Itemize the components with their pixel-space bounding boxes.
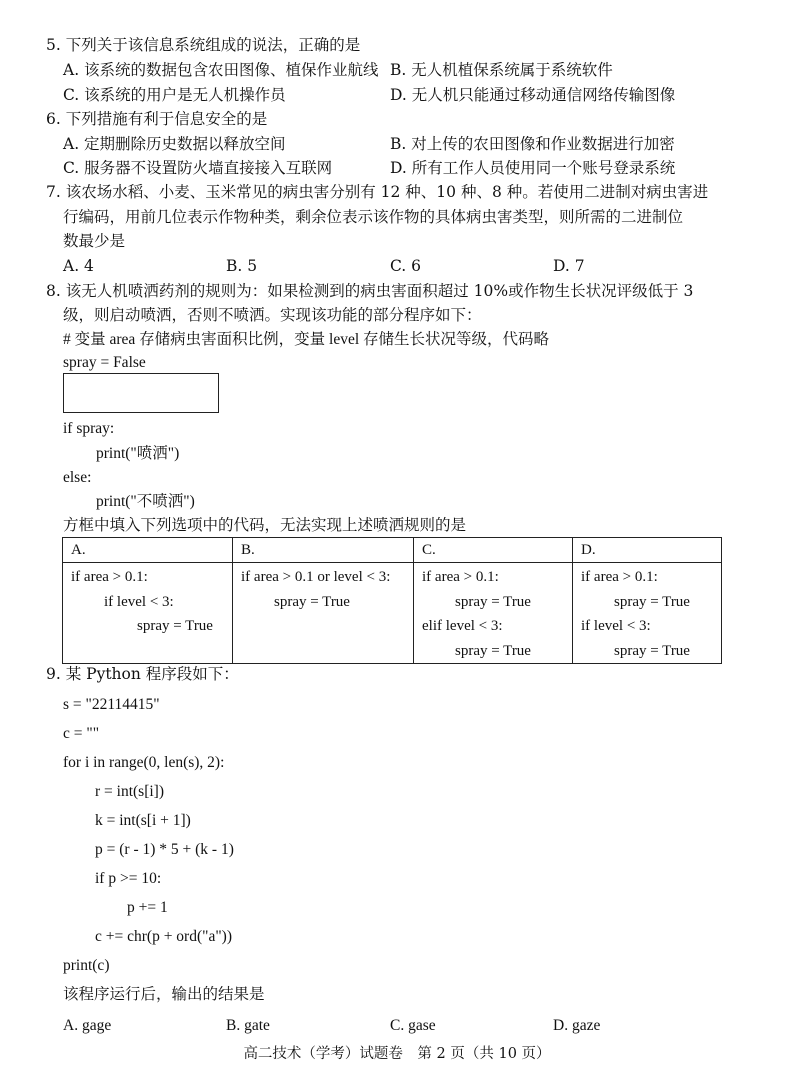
q9-code-line-5: k = int(s[i + 1]) bbox=[95, 812, 191, 829]
q9-code-line-9: c += chr(p + ord("a")) bbox=[95, 928, 232, 945]
q6-option-a: A. 定期删除历史数据以释放空间 bbox=[63, 135, 286, 153]
q9-stem: 9. 某 Python 程序段如下： bbox=[46, 665, 239, 683]
q8-option-a-cell bbox=[63, 563, 233, 664]
q5-option-c: C. 该系统的用户是无人机操作员 bbox=[63, 86, 286, 104]
q7-stem-line-1: 7. 该农场水稻、小麦、玉米常见的病虫害分别有 12 种、10 种、8 种。若使用二进制对病虫害进 bbox=[46, 183, 709, 201]
q8-code-comment: # 变量 area 存储病虫害面积比例，变量 level 存储生长状况等级，代码略 bbox=[63, 331, 550, 348]
q8-code-print-spray: print("喷洒") bbox=[96, 445, 180, 462]
q5-option-d: D. 无人机只能通过移动通信网络传输图像 bbox=[390, 86, 676, 104]
q9-code-line-1: s = "22114415" bbox=[63, 696, 160, 713]
q9-prompt: 该程序运行后，输出的结果是 bbox=[63, 985, 265, 1003]
q8-stem-line-2: 级，则启动喷洒，否则不喷洒。实现该功能的部分程序如下： bbox=[63, 306, 482, 324]
code-line: if area > 0.1 or level < 3: bbox=[241, 569, 391, 585]
q7-stem-line-3: 数最少是 bbox=[63, 232, 126, 250]
q6-stem: 6. 下列措施有利于信息安全的是 bbox=[46, 110, 268, 128]
q8-table-header-c: C. bbox=[414, 538, 573, 563]
q5-stem: 5. 下列关于该信息系统组成的说法，正确的是 bbox=[46, 36, 361, 54]
q6-option-d: D. 所有工作人员使用同一个账号登录系统 bbox=[390, 159, 676, 177]
q9-code-line-6: p = (r - 1) * 5 + (k - 1) bbox=[95, 841, 234, 858]
code-line: spray = True bbox=[614, 642, 690, 659]
code-line: if area > 0.1: bbox=[71, 569, 148, 585]
q8-prompt: 方框中填入下列选项中的代码，无法实现上述喷洒规则的是 bbox=[63, 516, 467, 534]
q7-option-c: C. 6 bbox=[390, 257, 422, 275]
code-line: spray = True bbox=[614, 593, 690, 610]
q9-code-line-8: p += 1 bbox=[127, 899, 168, 916]
q8-code-else: else: bbox=[63, 469, 92, 486]
q8-option-c-cell bbox=[414, 563, 573, 664]
q8-answer-blank-box bbox=[63, 373, 219, 413]
q8-table-header-d: D. bbox=[573, 538, 722, 563]
code-line: if area > 0.1: bbox=[581, 569, 658, 585]
q9-option-b: B. gate bbox=[226, 1017, 270, 1034]
q5-option-a: A. 该系统的数据包含农田图像、植保作业航线 bbox=[63, 61, 379, 79]
q9-code-line-2: c = "" bbox=[63, 725, 100, 742]
q8-option-b-cell bbox=[233, 563, 414, 664]
q7-stem-line-2: 行编码，用前几位表示作物种类，剩余位表示该作物的具体病虫害类型，则所需的二进制位 bbox=[63, 208, 684, 226]
q8-option-d-cell bbox=[573, 563, 722, 664]
q9-option-d: D. gaze bbox=[553, 1017, 601, 1034]
q8-code-if: if spray: bbox=[63, 420, 115, 437]
q5-option-b: B. 无人机植保系统属于系统软件 bbox=[390, 61, 613, 79]
code-line: if area > 0.1: bbox=[422, 569, 499, 585]
q7-option-a: A. 4 bbox=[63, 257, 94, 275]
q8-stem-line-1: 8. 该无人机喷洒药剂的规则为：如果检测到的病虫害面积超过 10%或作物生长状况评级低于 3 bbox=[46, 282, 694, 300]
q9-option-a: A. gage bbox=[63, 1017, 112, 1034]
code-line: spray = True bbox=[455, 642, 531, 659]
q7-option-b: B. 5 bbox=[226, 257, 258, 275]
q8-options-table bbox=[62, 537, 722, 664]
code-line: if level < 3: bbox=[104, 593, 174, 610]
q8-code-print-nospray: print("不喷洒") bbox=[96, 493, 195, 510]
q9-option-c: C. gase bbox=[390, 1017, 436, 1034]
q9-code-line-7: if p >= 10: bbox=[95, 870, 162, 887]
q6-option-c: C. 服务器不设置防火墙直接接入互联网 bbox=[63, 159, 333, 177]
q8-table-header-a: A. bbox=[63, 538, 233, 563]
q7-option-d: D. 7 bbox=[553, 257, 585, 275]
code-line: elif level < 3: bbox=[422, 618, 503, 634]
code-line: spray = True bbox=[137, 618, 213, 634]
code-line: spray = True bbox=[274, 593, 350, 610]
page-footer: 高二技术（学考）试题卷 第 2 页（共 10 页） bbox=[243, 1046, 551, 1062]
code-line: if level < 3: bbox=[581, 618, 651, 634]
q9-code-line-10: print(c) bbox=[63, 957, 110, 974]
q8-table-header-b: B. bbox=[233, 538, 414, 563]
q6-option-b: B. 对上传的农田图像和作业数据进行加密 bbox=[390, 135, 675, 153]
q9-code-line-4: r = int(s[i]) bbox=[95, 783, 165, 800]
q8-code-init: spray = False bbox=[63, 354, 146, 371]
q9-code-line-3: for i in range(0, len(s), 2): bbox=[63, 754, 225, 771]
code-line: spray = True bbox=[455, 593, 531, 610]
